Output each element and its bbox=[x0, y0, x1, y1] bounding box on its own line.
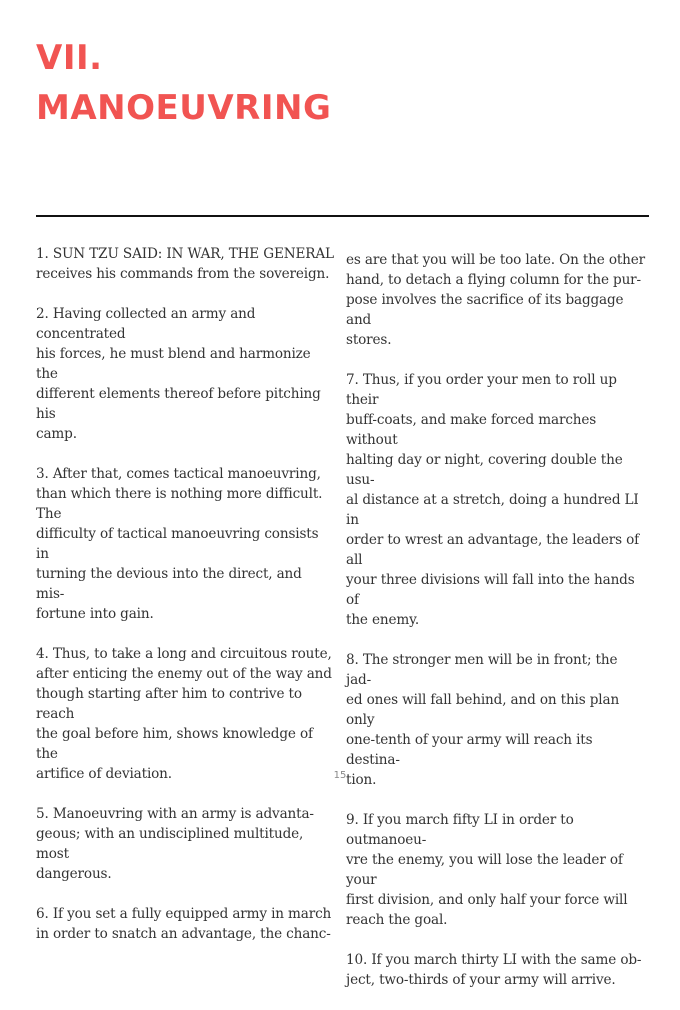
paragraph-8: 8. The stronger men will be in front; the jad- ed ones will fall behind, and on this plan only one-tenth of your army will reach its destina- tion. bbox=[346, 652, 620, 788]
paragraph-2: 2. Having collected an army and concentrated his forces, he must blend and harmonize the different elements thereof before pitching his camp. bbox=[36, 306, 321, 442]
paragraph-6-continued: es are that you will be too late. On the other hand, to detach a flying column for the pur- pose involves the sacrifice of its baggage and stores. bbox=[346, 252, 646, 348]
right-text-column bbox=[346, 250, 646, 1010]
page-number: 15 bbox=[333, 770, 347, 781]
paragraph-7: 7. Thus, if you order your men to roll up their buff-coats, and make forced marches without halting day or night, covering double the usu- al distance at a stretch, doing a hundred LI in order to wrest an advantage, the leaders of all your three divisions will fall into the hands of the enemy. bbox=[346, 372, 640, 628]
paragraph-4: 4. Thus, to take a long and circuitous route, after enticing the enemy out of the way and though starting after him to contrive to reach the goal before him, shows knowledge of the artifice of deviation. bbox=[36, 646, 332, 782]
paragraph-6-start: 6. If you set a fully equipped army in march in order to snatch an advantage, the chanc- bbox=[36, 906, 332, 942]
paragraph-1: 1. SUN TZU SAID: IN WAR, THE GENERAL receives his commands from the sovereign. bbox=[36, 246, 334, 282]
paragraph-10: 10. If you march thirty LI with the same ob- ject, two-thirds of your army will arrive. bbox=[346, 952, 642, 988]
left-text-column bbox=[36, 244, 334, 964]
header-divider bbox=[36, 215, 649, 217]
chapter-title: MANOEUVRING bbox=[36, 88, 332, 128]
chapter-number: VII. bbox=[36, 38, 103, 78]
paragraph-9: 9. If you march fifty LI in order to outmanoeu- vre the enemy, you will lose the leader of your first division, and only half your force will reach the goal. bbox=[346, 812, 628, 928]
paragraph-3: 3. After that, comes tactical manoeuvring, than which there is nothing more difficult. The difficulty of tactical manoeuvring consists in turning the devious into the direct, and mis- fortune into gain. bbox=[36, 466, 323, 622]
paragraph-5: 5. Manoeuvring with an army is advanta- geous; with an undisciplined multitude, most dangerous. bbox=[36, 806, 314, 882]
